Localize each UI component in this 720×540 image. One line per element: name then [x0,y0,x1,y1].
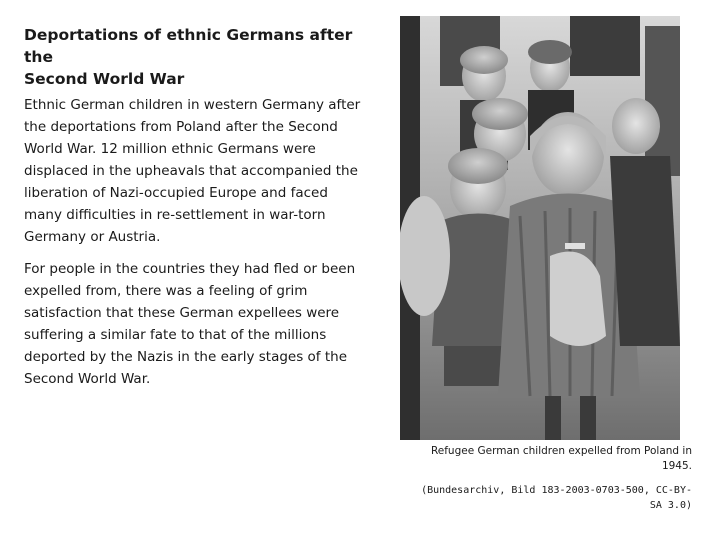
body-paragraph-2: For people in the countries they had fled or been expelled from, there was a feeling of grim satisfaction that these German expellees were suffering a similar fate to that of the millions deported by the Nazis in the early stages of the Second World War. [24,261,356,387]
body-paragraph-1: Ethnic German children in western Germany after the deportations from Poland after the Second World War. 12 million ethnic Germans were displaced in the upheavals that accompanied the liberation of Nazi-occupied Europe and faced many difficulties in re-settlement in war-torn Germany or Austria. [24,97,361,245]
photo-caption: Refugee German children expelled from Poland in 1945. [430,445,692,472]
slide-title [24,24,384,90]
slide-title-line-1: Deportations of ethnic Germans after the [24,26,353,66]
photo-credit: (Bundesarchiv, Bild 183-2003-0703-500, CC-BY-SA 3.0) [421,485,692,511]
slide-title-line-2: Second World War [24,70,185,88]
refugee-children-photo [400,16,680,440]
